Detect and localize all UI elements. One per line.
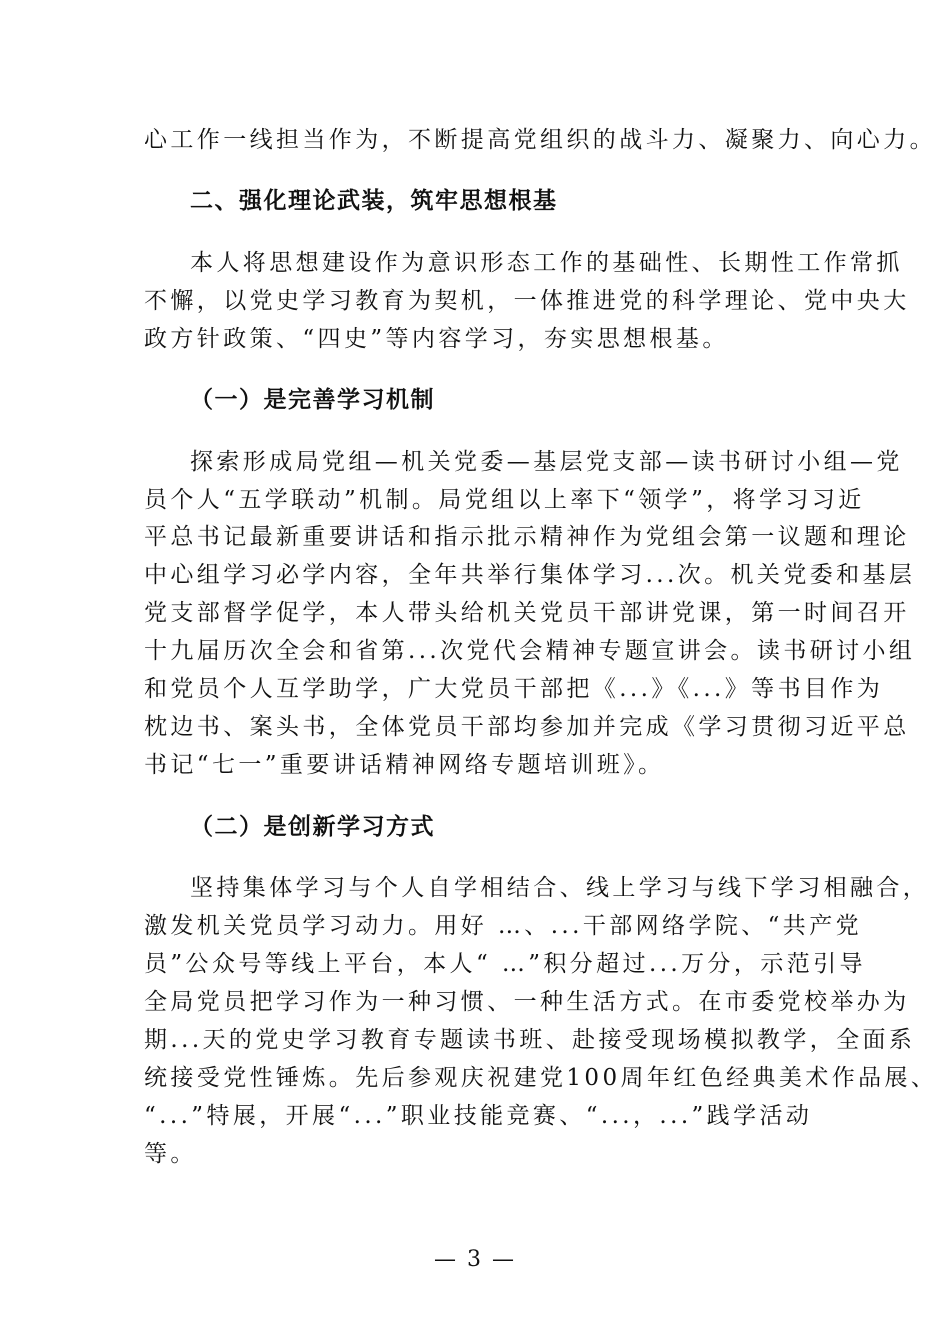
- paragraph-line: 全局党员把学习作为一种习惯、一种生活方式。在市委党校举办为: [144, 989, 910, 1015]
- paragraph-line: 员”公众号等线上平台，本人“ …”积分超过...万分，示范引导: [144, 951, 866, 977]
- paragraph-line: 平总书记最新重要讲话和指示批示精神作为党组会第一议题和理论: [144, 524, 910, 550]
- paragraph-line: “...”特展，开展“...”职业技能竞赛、“...，...”践学活动: [144, 1103, 813, 1129]
- paragraph-line: 政方针政策、“四史”等内容学习，夯实思想根基。: [144, 326, 729, 352]
- subsection-heading: （一）是完善学习机制: [190, 387, 435, 413]
- paragraph-line: 党支部督学促学，本人带头给机关党员干部讲党课，第一时间召开: [144, 600, 910, 626]
- paragraph-line: 探索形成局党组—机关党委—基层党支部—读书研讨小组—党: [190, 449, 903, 475]
- paragraph-line: 心工作一线担当作为，不断提高党组织的战斗力、凝聚力、向心力。: [144, 127, 936, 153]
- paragraph-line: 和党员个人互学助学，广大党员干部把《...》《...》等书目作为: [144, 676, 884, 702]
- paragraph-line: 不懈，以党史学习教育为契机，一体推进党的科学理论、党中央大: [144, 288, 910, 314]
- section-heading: 二、强化理论武装，筑牢思想根基: [190, 188, 558, 214]
- paragraph-line: 员个人“五学联动”机制。局党组以上率下“领学”，将学习习近: [144, 487, 865, 513]
- paragraph-line: 激发机关党员学习动力。用好 …、...干部网络学院、“共产党: [144, 913, 863, 939]
- page-number: — 3 —: [434, 1247, 516, 1272]
- paragraph-line: 书记“七一”重要讲话精神网络专题培训班》。: [144, 752, 665, 778]
- subsection-heading: （二）是创新学习方式: [190, 814, 435, 840]
- paragraph-line: 统接受党性锤炼。先后参观庆祝建党100周年红色经典美术作品展、: [144, 1065, 938, 1091]
- paragraph-line: 十九届历次全会和省第...次党代会精神专题宣讲会。读书研讨小组: [144, 638, 916, 664]
- paragraph-line: 枕边书、案头书，全体党员干部均参加并完成《学习贯彻习近平总: [144, 714, 910, 740]
- paragraph-line: 期...天的党史学习教育专题读书班、赴接受现场模拟教学，全面系: [144, 1027, 916, 1053]
- paragraph-line: 中心组学习必学内容，全年共举行集体学习...次。机关党委和基层: [144, 562, 916, 588]
- paragraph-line: 本人将思想建设作为意识形态工作的基础性、长期性工作常抓: [190, 250, 903, 276]
- paragraph-line: 坚持集体学习与个人自学相结合、线上学习与线下学习相融合，: [190, 875, 930, 901]
- paragraph-line: 等。: [144, 1141, 197, 1167]
